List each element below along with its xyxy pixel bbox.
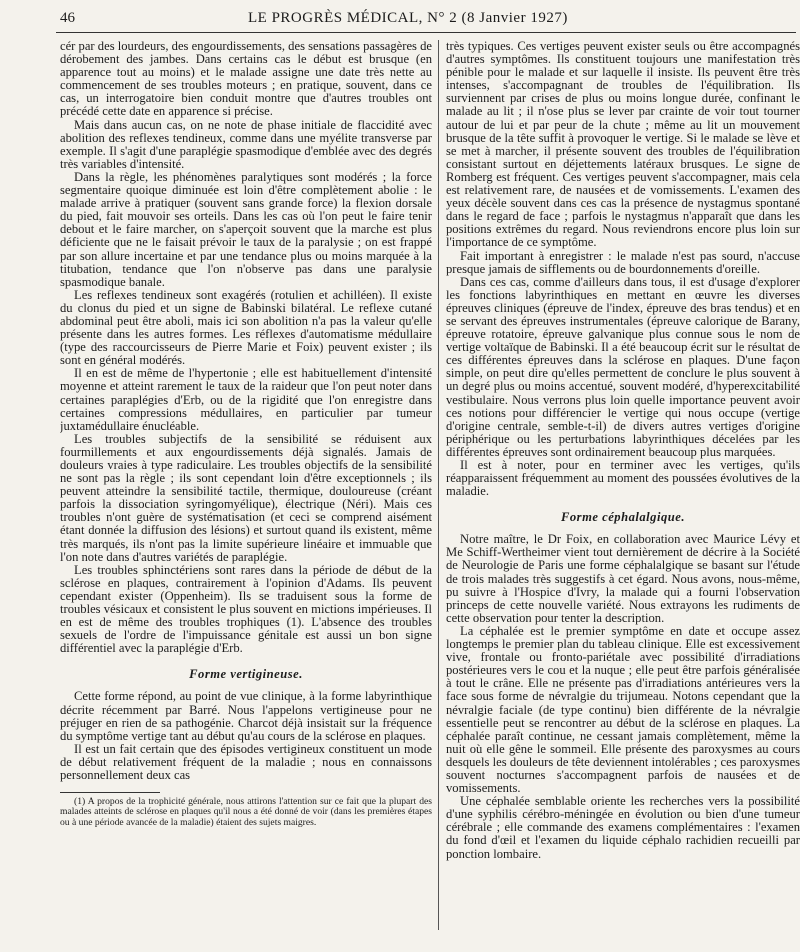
paragraph: Il en est de même de l'hypertonie ; elle est habituellement d'intensité moyenne et atteint rarement le taux de la raideur que l'on peut noter dans certaines paraplégies d'Erb, ou de la rigidité que l'on enregistre dans certaines compressions médullaires, en particulier par tumeur juxtamédullaire énucléable. [60, 366, 432, 433]
left-column [60, 40, 432, 946]
paragraph: cér par des lourdeurs, des engourdissements, des sensations passagères de dérobement des jambes. Dans certains cas le début est brusque (en apparence tout au moins) et le malade assigne une date très nette au commencement de ses troubles moteurs ; en pratique, souvent, dans ce cas, un interrogatoire bien conduit montre que d'autres troubles ont précédé cette date en apparence si précise. [60, 40, 432, 119]
paragraph: Il est un fait certain que des épisodes vertigineux constituent un mode de début relativement fréquent de la maladie ; nous en connaissons personnellement deux cas [60, 741, 432, 782]
footnote: (1) A propos de la trophicité générale, nous attirons l'attention sur ce fait que la plupart des malades atteints de sclérose en plaques qu'il nous a été donné de voir (dans les premières étapes ou à une période avancée de la maladie) étaient des sujets maigres. [60, 796, 432, 828]
paragraph: Il est à noter, pour en terminer avec les vertiges, qu'ils réapparaissent fréquemment au moment des poussées évolutives de la maladie. [446, 458, 800, 499]
paragraph: Mais dans aucun cas, on ne note de phase initiale de flaccidité avec abolition des reflexes tendineux, comme dans une myélite transverse par exemple. Il s'agit d'une paraplégie spasmodique d'emblée avec des degrés très variables d'intensité. [60, 117, 432, 171]
paragraph: La céphalée est le premier symptôme en date et occupe assez longtemps le premier plan du tableau clinique. Elle est excessivement vive, frontale ou fronto-pariétale avec possibilité d'irradiations postérieures vers le cou et la nuque ; elle peut être parfois généralisée à tout le crâne. Elle ne présente pas d'irradiations antérieures vers la face sous forme de névralgie du trijumeau. Notons cependant que la névralgie faciale (de type continu) bien différente de la névralgie essentielle peut se rencontrer au début de la sclérose en plaques. La céphalée paraît continue, ne cessant jamais complètement, même la nuit où elle gêne le sommeil. Elle présente des paroxysmes au cours desquels les douleurs de tête deviennent intolérables ; ces paroxysmes souvent nocturnes s'accompagnent parfois de nausées et de vomissements. [446, 623, 800, 796]
paragraph: Notre maître, le Dr Foix, en collaboration avec Maurice Lévy et Me Schiff-Wertheimer vient tout dernièrement de décrire à la Société de Neurologie de Paris une forme céphalalgique se basant sur l'étude de trois malades très suggestifs à cet égard. Nous avons, nous-même, pu suivre à l'Hospice d'Ivry, la malade qui a fourni l'observation princeps de cette nouvelle variété. Nous extrayons les rudiments de cette observation pour tenter la description. [446, 532, 800, 625]
paragraph: Les troubles sphinctériens sont rares dans la période de début de la sclérose en plaques, contrairement à l'opinion d'Adams. Ils peuvent cependant exister (Oppenheim). Ils se traduisent sous la forme de troubles vésicaux et consistent le plus souvent en mictions impérieuses. Il en est de même des troubles trophiques (1). L'absence des troubles sexuels de l'ordre de l'impuissance génitale est aussi un bon signe différentiel avec la paraplégie d'Erb. [60, 562, 432, 656]
paragraph: Dans ces cas, comme d'ailleurs dans tous, il est d'usage d'explorer les fonctions labyrinthiques en mettant en œuvre les diverses épreuves cliniques (épreuve de l'index, épreuve des bras tendus) et en se servant des épreuves instrumentales (épreuve calorique de Barany, épreuve rotatoire, épreuve galvanique plus connue sous le nom de vertige voltaïque de Babinski. Il a été beaucoup écrit sur le résultat de ces différentes épreuves dans la sclérose en plaques. D'une façon simple, on peut dire qu'elles permettent de conclure le plus souvent à un degré plus ou moins accentué, souvent modéré, d'hyperexcitabilité vestibulaire. Nous verrons plus loin quelle importance peuvent avoir ces notions pour différencier le vertige qui nous occupe (vertige d'origine centrale, semble-t-il) de divers autres vertiges d'origine périphérique ou les perturbations labyrinthiques décelées par les différentes épreuves sont ordinairement beaucoup plus marquées. [446, 274, 800, 459]
paragraph: Les troubles subjectifs de la sensibilité se réduisent aux fourmillements et aux engourdissements déjà signalés. Jamais de douleurs vraies à type radiculaire. Les troubles objectifs de la sensibilité ne sont pas la règle ; ils sont cependant loin d'être exceptionnels ; ils peuvent atteindre la sensibilité tactile, thermique, douloureuse (créant parfois la dissociation syringomyélique), électrique (Néri). Mais ces troubles n'ont guère de systématisation (et ceci se comprend aisément étant donnée la diffusion des lésions) et surtout quand ils existent, même très marqués, ils n'ont pas la limite supérieure linéaire et immuable que l'on note dans d'autres variétés de paraplégie. [60, 431, 432, 564]
running-title: LE PROGRÈS MÉDICAL, N° 2 (8 Janvier 1927) [248, 10, 568, 26]
page-number: 46 [60, 10, 75, 26]
right-column [446, 40, 800, 946]
paragraph: Les reflexes tendineux sont exagérés (rotulien et achilléen). Il existe du clonus du pied et un signe de Babinski bilatéral. Le reflexe cutané abdominal peut être aboli, mais ici son abolition n'a pas la valeur qu'elle présente dans les autres formes. Les réflexes d'automatisme médullaire (type des raccourcisseurs de Pierre Marie et Foix) peuvent exister ; ils sont en général modérés. [60, 287, 432, 368]
page-header [0, 10, 800, 34]
column-divider [438, 40, 439, 930]
paragraph: Dans la règle, les phénomènes paralytiques sont modérés ; la force segmentaire quoique diminuée est loin d'être complètement abolie : le malade arrive à pratiquer (souvent sans grande force) la flexion dorsale du pied, fait mouvoir ses orteils. Dans les cas où l'on peut le faire tenir debout et le faire marcher, on s'aperçoit souvent que la marche est plus déficiente que ne le faisait prévoir le taux de la paralysie ; on est frappé par son allure incertaine et par une tendance plus ou moins marquée à la titubation, tendance que l'on n'observe pas dans une paralysie spasmodique banale. [60, 169, 432, 289]
header-rule [56, 32, 796, 33]
paragraph: Une céphalée semblable oriente les recherches vers la possibilité d'une syphilis cérébro-méningée en évolution ou bien d'une tumeur cérébrale ; elle commande des examens complémentaires : l'examen du fond d'œil et l'examen du liquide céphalo rachidien recueilli par ponction lombaire. [446, 794, 800, 861]
paragraph: très typiques. Ces vertiges peuvent exister seuls ou être accompagnés d'autres symptômes. Ils constituent toujours une manifestation très pénible pour le malade et sur laquelle il insiste. Ils peuvent être très intenses, s'accompagnant de troubles de l'équilibration. Ils surviennent par crises de plus ou moins longue durée, confinant le malade au lit ; il n'ose plus se lever par crainte de voir tout tourner autour de lui et par peur de la chute ; même au lit un mouvement brusque de la tête suffit à provoquer le vertige. Si le malade se lève et se met à marcher, il présente souvent des troubles de l'équilibration consistant surtout en déjettements latéraux brusques. Le signe de Romberg est fréquent. Ces vertiges peuvent s'accompagner, mais cela est relativement rare, de nausées et de vomissements. L'examen des yeux décèle souvent dans ces cas la présence de nystagmus spontané dans le regard de face ; parfois le nystagmus n'apparaît que dans les positions extrêmes du regard. Nous reviendrons encore plus loin sur l'importance de ce symptôme. [446, 40, 800, 250]
section-heading-vertigineuse: Forme vertigineuse. [189, 667, 303, 682]
paragraph: Cette forme répond, au point de vue clinique, à la forme labyrinthique décrite récemment par Barré. Nous l'appelons vertigineuse pour ne préjuger en rien de sa pathogénie. Charcot déjà insistait sur la fréquence du symptôme vertige tant au début qu'au cours de la sclérose en plaques. [60, 689, 432, 743]
footnote-rule [60, 792, 160, 793]
section-heading-cephalalgique: Forme céphalalgique. [560, 510, 686, 525]
paragraph: Fait important à enregistrer : le malade n'est pas sourd, n'accuse presque jamais de sifflements ou de bourdonnements d'oreille. [446, 248, 800, 276]
